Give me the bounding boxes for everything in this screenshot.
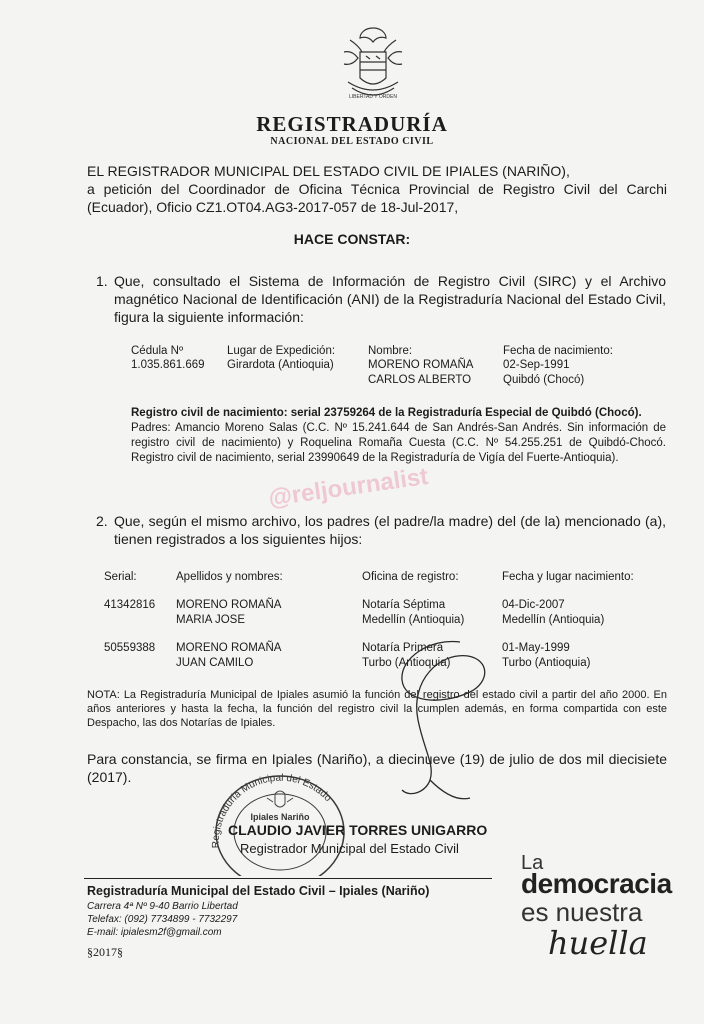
id-header-fecha: Fecha de nacimiento: (503, 345, 613, 357)
id-header-lugar: Lugar de Expedición: (227, 345, 336, 357)
table-row-apellidos: MORENO ROMAÑA (176, 599, 282, 611)
slogan-la: La (521, 852, 544, 874)
point-1-number: 1. (96, 273, 108, 289)
hijos-header-fecha: Fecha y lugar nacimiento: (502, 571, 634, 583)
table-row-apellidos: MORENO ROMAÑA (176, 642, 282, 654)
point-2-text: Que, según el mismo archivo, los padres (el padre/la madre) del (de la) mencionado (a), tienen registrados a los siguientes hijos: (114, 513, 666, 547)
table-row-lugar: Turbo (Antioquia) (502, 657, 591, 669)
id-cedula: 1.035.861.669 (131, 359, 205, 371)
registraduria-title: REGISTRADURÍA (256, 112, 448, 136)
table-row-nombres: JUAN CAMILO (176, 657, 254, 669)
point-2-number: 2. (96, 513, 108, 529)
nota-paragraph: NOTA: La Registraduría Municipal de Ipiales asumió la función del registro del estado civil a partir del año 2000. En años anteriores y hasta la fecha, la función del registro civil la cumplen además, en forma compartida con este Despacho, las dos Notarías de Ipiales. (87, 689, 667, 729)
handwritten-signature (340, 640, 520, 810)
registraduria-subtitle: NACIONAL DEL ESTADO CIVIL (270, 136, 434, 147)
id-header-nombre: Nombre: (368, 345, 413, 357)
registro-civil-heading: Registro civil de nacimiento: serial 23759264 de la Registraduría Especial de Quibdó (Chocó). (131, 407, 642, 419)
hijos-header-serial: Serial: (104, 571, 137, 583)
id-nombre-1: MORENO ROMAÑA (368, 359, 474, 371)
seal-ring-text: Registraduría Municipal del Estado (210, 772, 334, 849)
intro-rest: a petición del Coordinador de Oficina Técnica Provincial de Registro Civil del Carchi (Ecuador), Oficio CZ1.OT04.AG3-2017-057 de 18-Jul-2017, (87, 181, 667, 215)
signatory-role: Registrador Municipal del Estado Civil (240, 841, 459, 856)
point-1 (96, 272, 666, 326)
table-row-serial: 50559388 (104, 642, 156, 654)
footer-address: Carrera 4ª Nº 9-40 Barrio Libertad (87, 901, 238, 912)
footer-phone: Telefax: (092) 7734899 - 7732297 (87, 914, 238, 925)
seal-inner-text: Ipiales Nariño (250, 812, 310, 822)
id-header-cedula: Cédula Nº (131, 345, 184, 357)
table-row-serial: 41342816 (104, 599, 156, 611)
svg-text:LIBERTAD Y ORDEN: LIBERTAD Y ORDEN (349, 94, 397, 100)
slogan-es-nuestra: es nuestra (521, 897, 643, 927)
constancia-paragraph: Para constancia, se firma en Ipiales (Nariño), a diecinueve (19) de julio de dos mil diecisiete (2017). (87, 751, 667, 785)
registro-civil-text: Padres: Amancio Moreno Salas (C.C. Nº 15.241.644 de San Andrés-San Andrés. Sin información de registro civil de nacimiento) y Roquelina Romaña Cuesta (C.C. Nº 54.255.251 de Quibdó-Chocó. Registro civil de nacimiento, serial 23990649 de la Registraduría de Vigía del Fuerte-Antioquia). (131, 422, 666, 464)
intro-paragraph (87, 162, 667, 216)
id-lugar: Girardota (Antioquia) (227, 359, 334, 371)
table-row-oficina-city: Turbo (Antioquia) (362, 657, 451, 669)
footer-code: §2017§ (87, 945, 123, 959)
id-lugar-nac: Quibdó (Chocó) (503, 374, 585, 386)
id-fecha: 02-Sep-1991 (503, 359, 570, 371)
footer-divider (84, 878, 492, 879)
table-row-oficina-city: Medellín (Antioquia) (362, 614, 465, 626)
hace-constar-heading: HACE CONSTAR: (293, 231, 411, 247)
footer-title: Registraduría Municipal del Estado Civil – Ipiales (Nariño) (87, 884, 430, 898)
watermark: @reljournalist (266, 462, 430, 513)
table-row-oficina: Notaría Primera (362, 642, 444, 654)
table-row-nombres: MARIA JOSE (176, 614, 246, 626)
registro-civil-block (131, 406, 666, 466)
table-row-lugar: Medellín (Antioquia) (502, 614, 605, 626)
point-1-text: Que, consultado el Sistema de Información de Registro Civil (SIRC) y el Archivo magnético Nacional de Identificación (ANI) de la Registraduría Nacional del Estado Civil, figura la siguiente información: (114, 273, 666, 325)
table-row-fecha: 04-Dic-2007 (502, 599, 565, 611)
table-row-oficina: Notaría Séptima (362, 599, 446, 611)
table-row-fecha: 01-May-1999 (502, 642, 570, 654)
coat-of-arms-icon (330, 22, 416, 112)
point-2 (96, 512, 666, 548)
intro-line1: EL REGISTRADOR MUNICIPAL DEL ESTADO CIVIL DE IPIALES (NARIÑO), (87, 163, 570, 179)
footer-email: E-mail: ipialesm2f@gmail.com (87, 927, 222, 938)
slogan-democracia: democracia (521, 868, 672, 899)
signatory-name: CLAUDIO JAVIER TORRES UNIGARRO (228, 822, 488, 838)
id-nombre-2: CARLOS ALBERTO (368, 374, 472, 386)
hijos-header-apellidos: Apellidos y nombres: (176, 571, 283, 583)
slogan-huella: huella (548, 924, 648, 962)
hijos-header-oficina: Oficina de registro: (362, 571, 459, 583)
